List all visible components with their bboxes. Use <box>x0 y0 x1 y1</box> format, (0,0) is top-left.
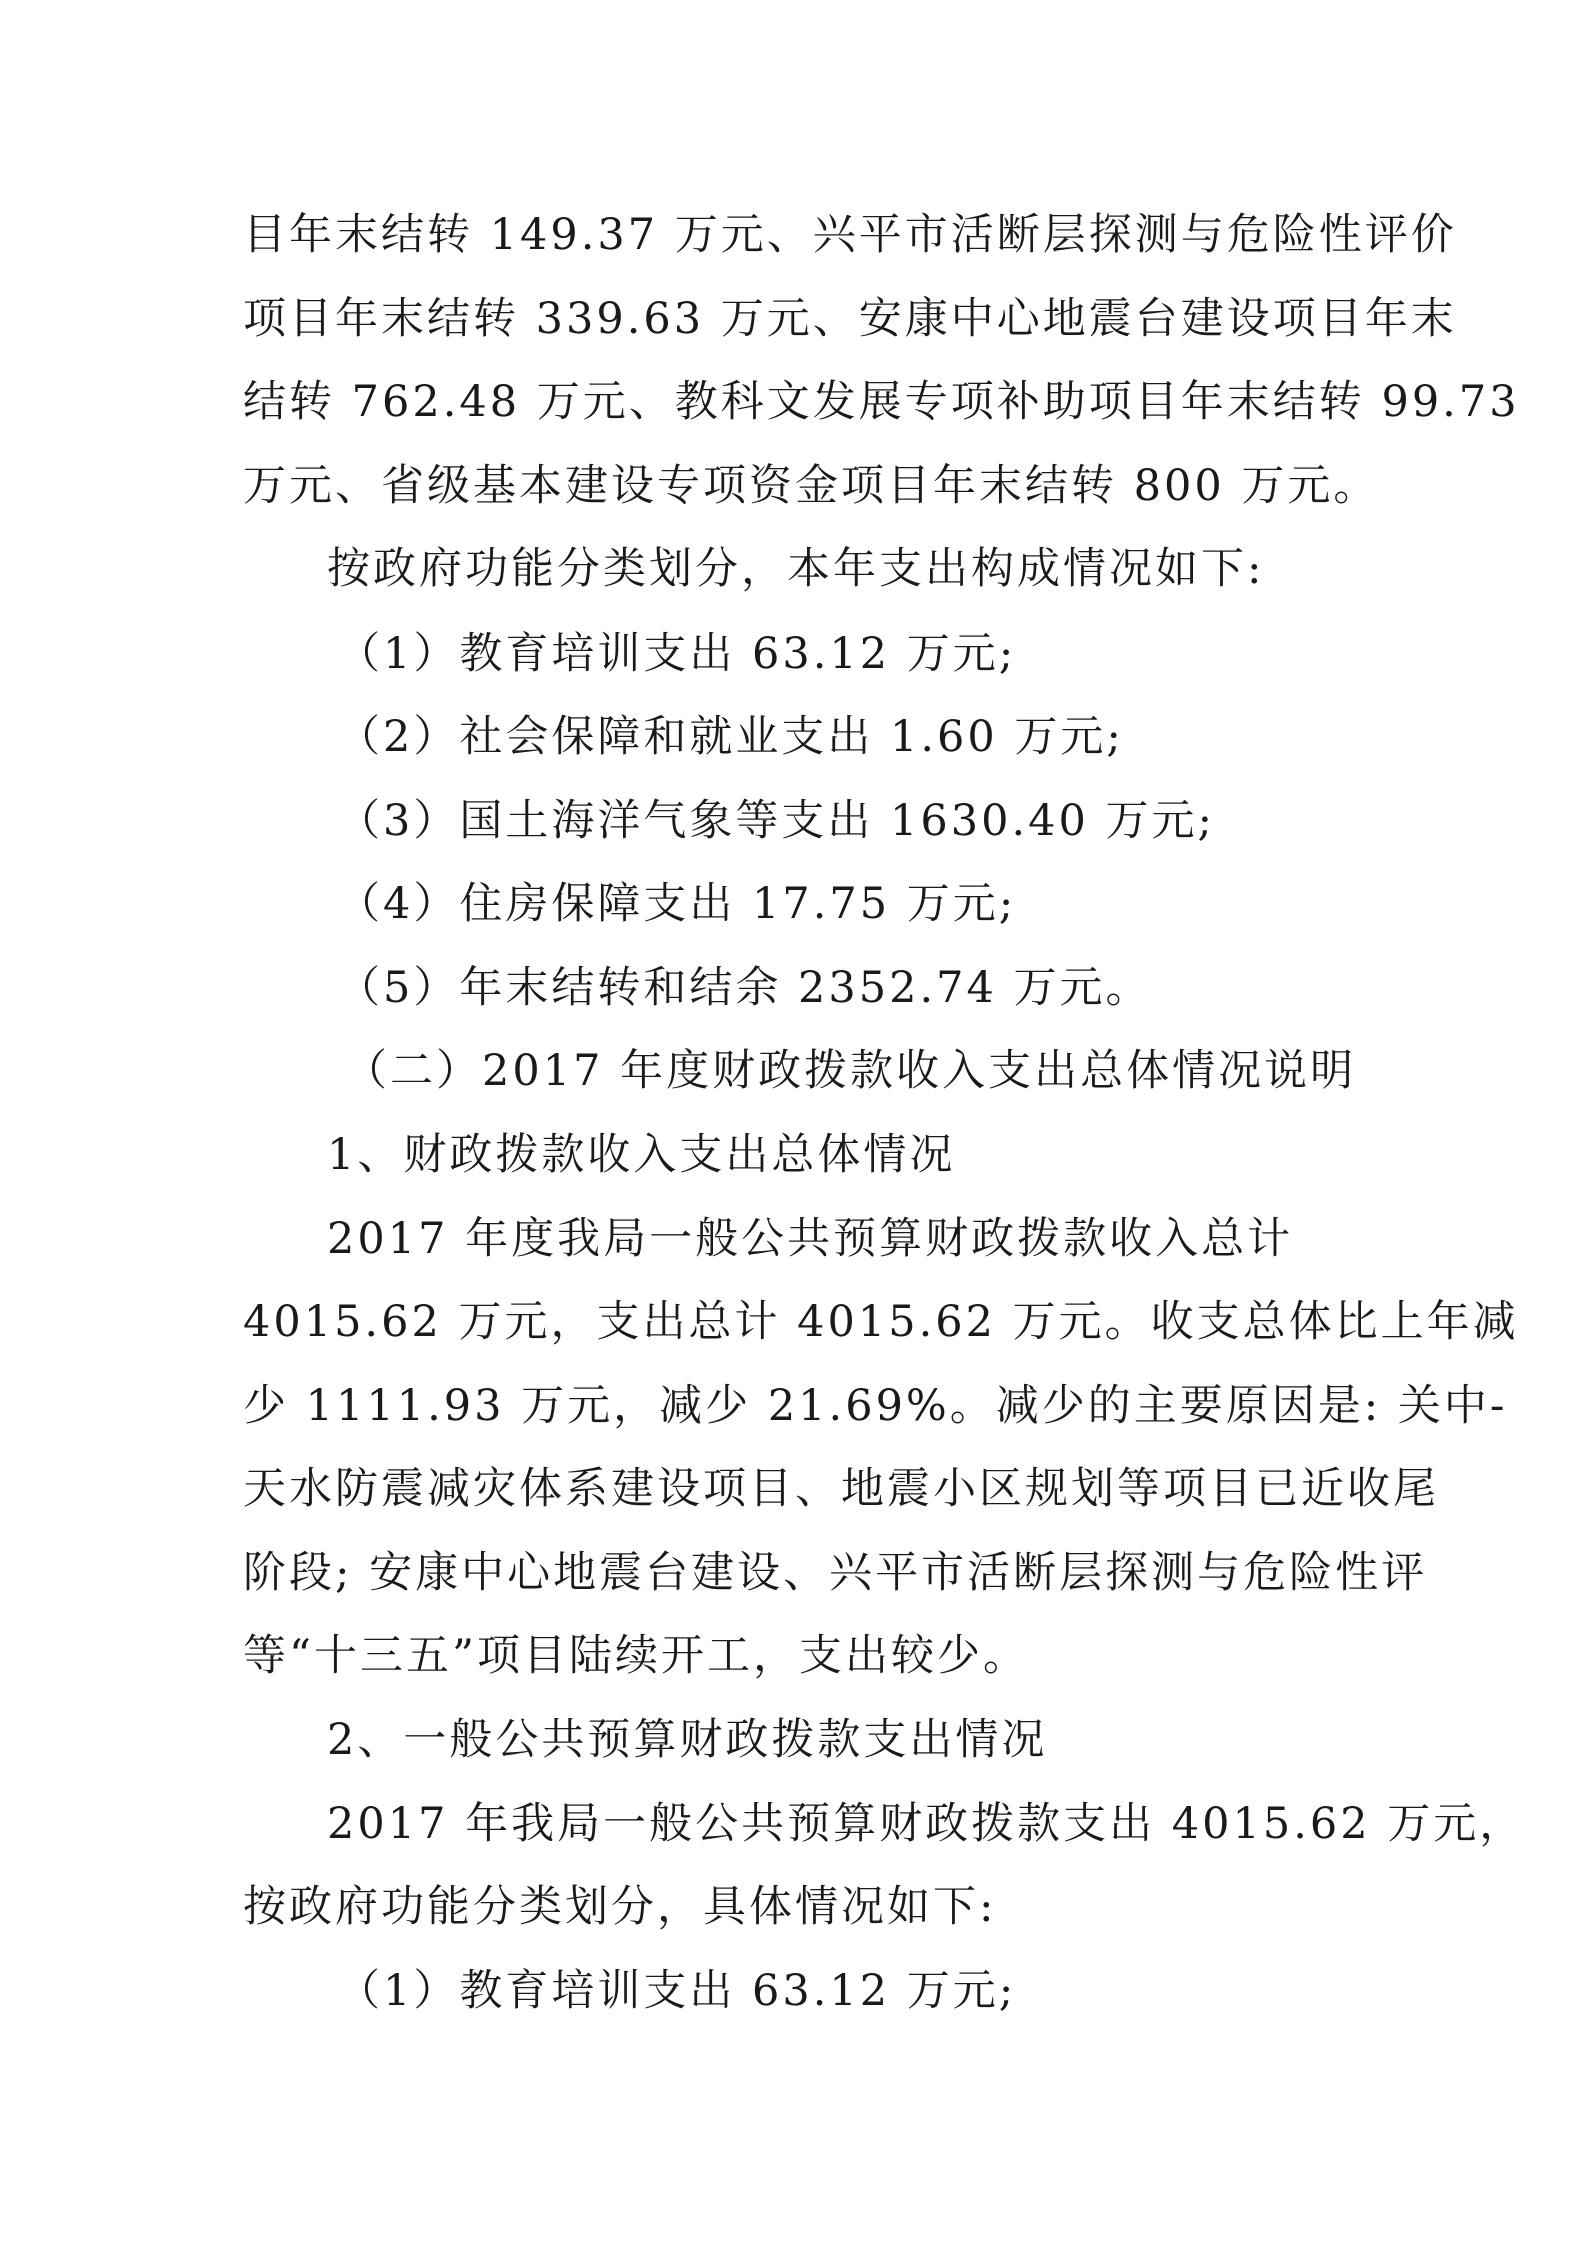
section-heading: （二）2017 年度财政拨款收入支出总体情况说明 <box>344 1046 1357 1096</box>
list-item: （4）住房保障支出 17.75 万元; <box>337 879 1017 929</box>
paragraph-line: 目年末结转 149.37 万元、兴平市活断层探测与危险性评价 <box>243 210 1457 260</box>
paragraph-line: 天水防震减灾体系建设项目、地震小区规划等项目已近收尾 <box>243 1464 1439 1514</box>
paragraph-line: 按政府功能分类划分，具体情况如下: <box>243 1882 997 1932</box>
paragraph-line: 2017 年我局一般公共预算财政拨款支出 4015.62 万元， <box>327 1799 1526 1849</box>
paragraph-line: 4015.62 万元，支出总计 4015.62 万元。收支总体比上年减 <box>243 1297 1519 1347</box>
paragraph-line: 万元、省级基本建设专项资金项目年末结转 800 万元。 <box>243 461 1380 511</box>
list-item: （1）教育培训支出 63.12 万元; <box>337 1966 1017 2016</box>
paragraph-line: 等“十三五”项目陆续开工，支出较少。 <box>243 1631 1029 1681</box>
paragraph-line: 阶段; 安康中心地震台建设、兴平市活断层探测与危险性评 <box>243 1548 1428 1598</box>
paragraph-line: 少 1111.93 万元，减少 21.69%。减少的主要原因是: 关中- <box>243 1381 1508 1431</box>
list-item: （1）教育培训支出 63.12 万元; <box>337 629 1017 679</box>
list-item: （2）社会保障和就业支出 1.60 万元; <box>337 712 1124 762</box>
paragraph-line: 按政府功能分类划分，本年支出构成情况如下: <box>327 544 1265 594</box>
subsection-heading: 2、一般公共预算财政拨款支出情况 <box>327 1715 1048 1765</box>
subsection-heading: 1、财政拨款收入支出总体情况 <box>327 1130 956 1180</box>
paragraph-line: 2017 年度我局一般公共预算财政拨款收入总计 <box>327 1214 1294 1264</box>
list-item: （3）国土海洋气象等支出 1630.40 万元; <box>337 796 1215 846</box>
paragraph-line: 项目年末结转 339.63 万元、安康中心地震台建设项目年末 <box>243 294 1457 344</box>
list-item: （5）年末结转和结余 2352.74 万元。 <box>337 963 1152 1013</box>
paragraph-line: 结转 762.48 万元、教科文发展专项补助项目年末结转 99.73 <box>243 377 1520 427</box>
